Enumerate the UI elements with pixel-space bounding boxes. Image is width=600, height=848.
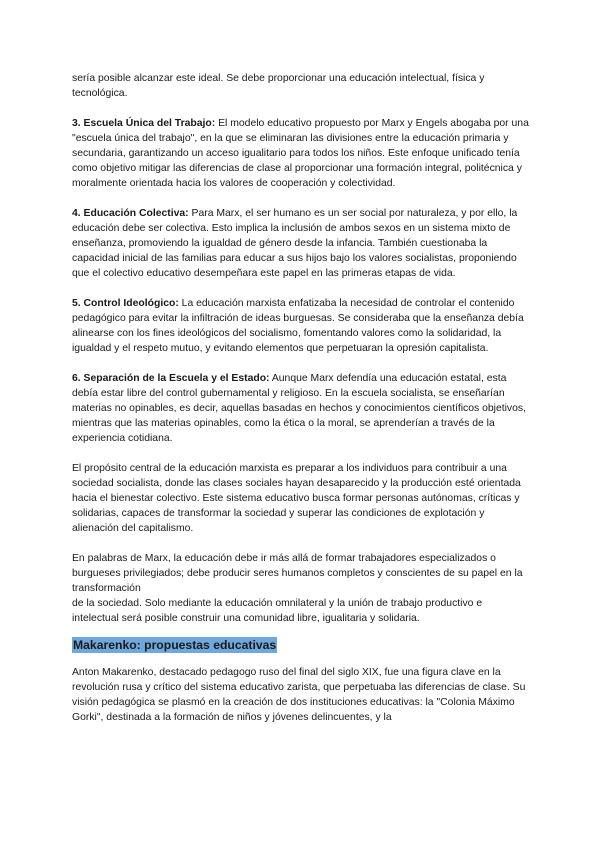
paragraph-intro-continuation: sería posible alcanzar este ideal. Se debe proporcionar una educación intelectual, física y tecnológica.	[72, 73, 485, 99]
section-heading-wrapper	[72, 637, 530, 654]
list-item-text: El modelo educativo propuesto por Marx y Engels abogaba por una "escuela única del trabajo", en la que se eliminaran las divisiones entre la educación primaria y secundaria, garantizando un acceso igualitario para todos los niños. Este enfoque unificado tenía como objetivo mitigar las diferencias de clase al proporcionar una formación integral, politécnica y moralmente orientada hacia los valores de cooperación y colectividad.	[72, 118, 529, 189]
list-item-control-ideologico	[72, 296, 530, 356]
list-item-title: 3. Escuela Única del Trabajo:	[72, 118, 216, 129]
section-heading: Makarenko: propuestas educativas	[73, 638, 277, 652]
paragraph-makarenko: Anton Makarenko, destacado pedagogo ruso del final del siglo XIX, fue una figura clave en la revolución rusa y crítico del sistema educativo zarista, que perpetuaba las diferencias de clase. Su visión pedagógica se plasmó en la creación de dos instituciones educativas: la "Colonia Máximo Gorki", destinada a la formación de niños y jóvenes delincuentes, y la	[72, 667, 526, 723]
list-item-separacion-escuela-estado	[72, 371, 530, 446]
list-item-escuela-unica	[72, 116, 530, 191]
paragraph-marx-quote-part2: de la sociedad. Solo mediante la educación omnilateral y la unión de trabajo productivo e intelectual será posible construir una comunidad libre, igualitaria y solidaria.	[72, 598, 483, 624]
list-item-text: Aunque Marx defendía una educación estatal, esta debía estar libre del control gubernamental y religioso. En la escuela socialista, se enseñarían materias no opinables, es decir, aquellas basadas en hechos y conocimientos científicos objetivos, mientras que las materias opinables, como la ética o la moral, se aprenderían a través de la experiencia cotidiana.	[72, 373, 526, 444]
list-item-educacion-colectiva	[72, 206, 530, 281]
list-item-text: La educación marxista enfatizaba la necesidad de controlar el contenido pedagógico para evitar la infiltración de ideas burguesas. Se consideraba que la enseñanza debía alinearse con los fines ideológicos del socialismo, fomentando valores como la solidaridad, la igualdad y el respeto mutuo, y evitando elementos que perpetuaran la opresión capitalista.	[72, 298, 524, 354]
paragraph-marx-quote-part1: En palabras de Marx, la educación debe ir más allá de formar trabajadores especializados o burgueses privilegiados; debe producir seres humanos completos y conscientes de su papel en la transformación	[72, 553, 523, 594]
list-item-title: 6. Separación de la Escuela y el Estado:	[72, 373, 270, 384]
list-item-text: Para Marx, el ser humano es un ser social por naturaleza, y por ello, la educación debe ser colectiva. Esto implica la inclusión de ambos sexos en un sistema mixto de enseñanza, promoviendo la igualdad de género desde la infancia. También cuestionaba la capacidad inicial de las familias para educar a sus hijos bajo los valores socialistas, proponiendo que el colectivo educativo desempeñara este papel en las primeras etapas de vida.	[72, 208, 518, 279]
paragraph-purpose: El propósito central de la educación marxista es preparar a los individuos para contribuir a una sociedad socialista, donde las clases sociales hayan desaparecido y la producción esté orientada hacia el bienestar colectivo. Este sistema educativo busca formar personas autónomas, críticas y solidarias, capaces de transformar la sociedad y superar las condiciones de explotación y alienación del capitalismo.	[72, 463, 521, 534]
list-item-title: 4. Educación Colectiva:	[72, 208, 189, 219]
list-item-title: 5. Control Ideológico:	[72, 298, 179, 309]
